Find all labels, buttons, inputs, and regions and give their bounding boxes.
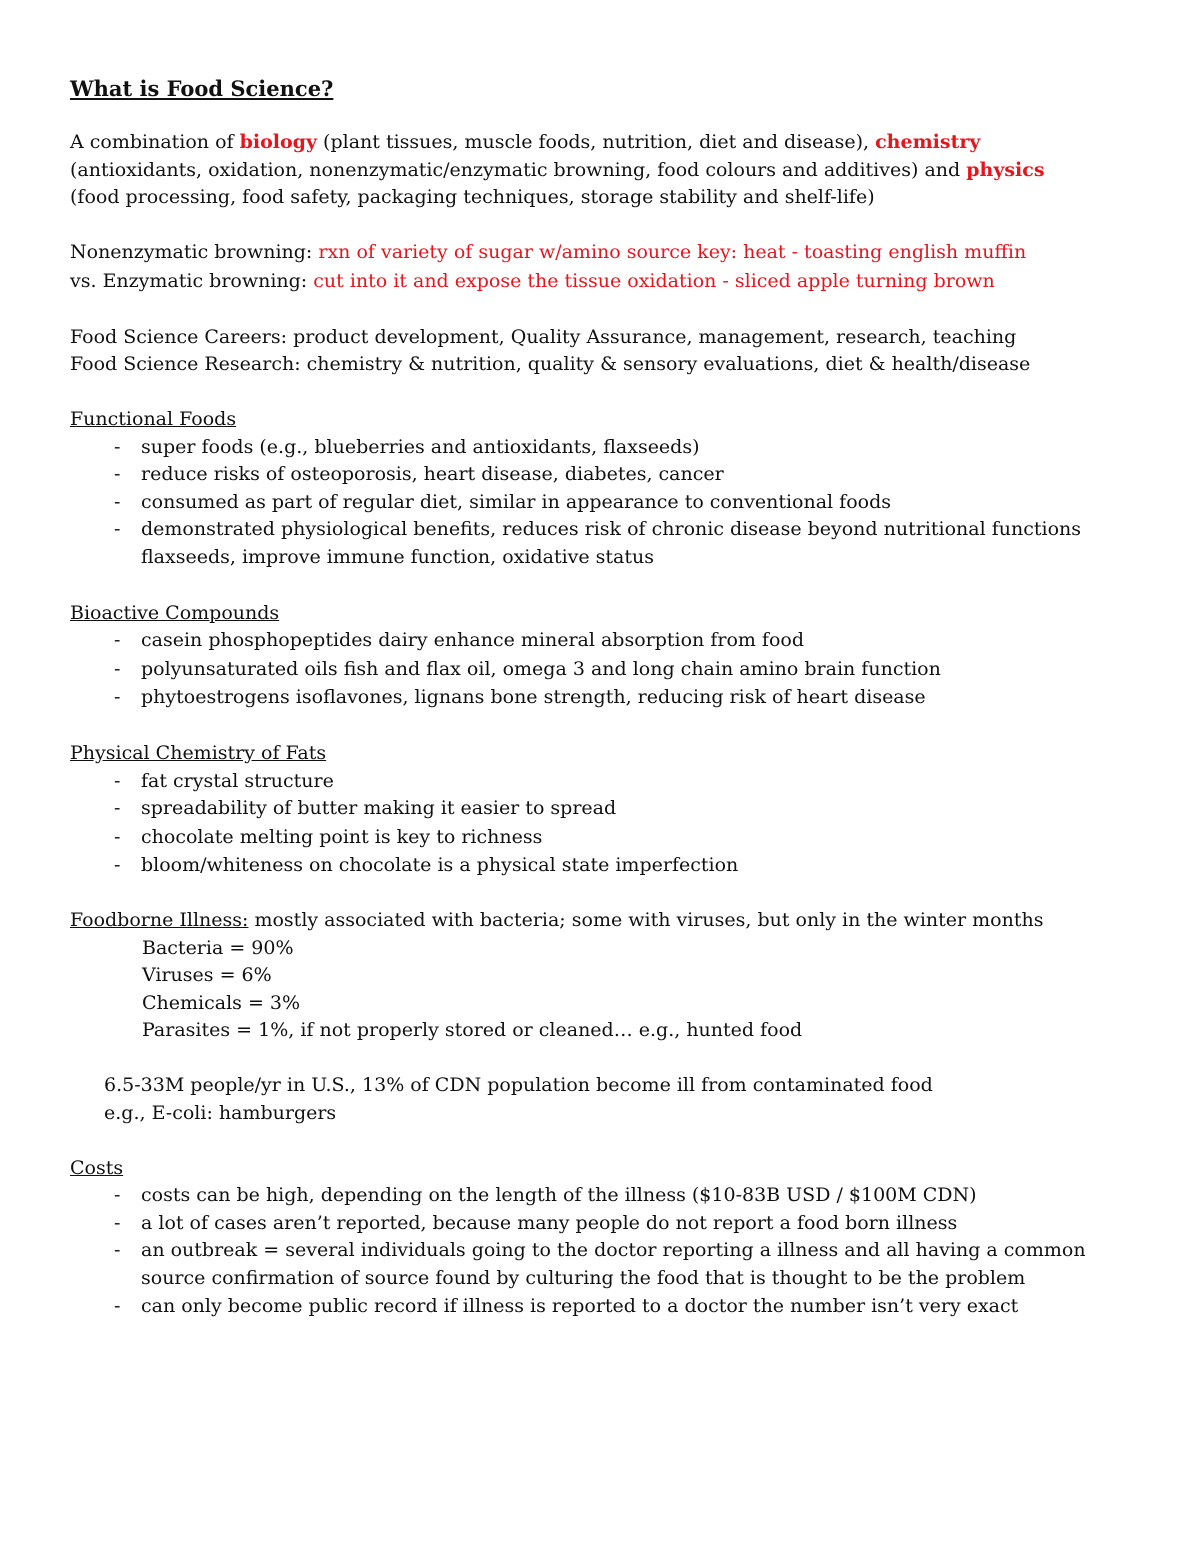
bioactive-compounds-heading: Bioactive Compounds (70, 601, 280, 624)
list-item (114, 516, 1140, 572)
nonenzymatic-browning (70, 239, 1140, 268)
functional-foods-heading: Functional Foods (70, 408, 237, 430)
stat-line: Chemicals = 3% (142, 991, 301, 1014)
browning-label: Nonenzymatic browning: (70, 241, 319, 263)
list-item: - polyunsaturated oils fish and flax oil, omega 3 and long chain amino brain function (114, 656, 1140, 685)
foodborne-text: mostly associated with bacteria; some with viruses, but only in the winter months (248, 909, 1044, 931)
stat-line: Viruses = 6% (142, 964, 272, 986)
list-item: - costs can be high, depending on the length of the illness ($10-83B USD / $100M CDN) (114, 1182, 1140, 1210)
list-item: - fat crystal structure (114, 768, 1140, 796)
intro-line-2 (70, 157, 1140, 185)
stat-line: Bacteria = 90% (142, 936, 294, 959)
costs-list (70, 1182, 1140, 1322)
physics-term: physics (966, 158, 1045, 181)
chemistry-term: chemistry (875, 131, 981, 153)
example-line: e.g., E-coli: hamburgers (104, 1101, 337, 1124)
careers-line: Food Science Careers: product development, Quality Assurance, management, research, teaching (70, 325, 1017, 348)
browning-text: oxidation - sliced apple turning brown (621, 269, 995, 292)
bioactive-compounds-list (70, 627, 1140, 713)
list-item-text: demonstrated physiological benefits, reduces risk of chronic disease beyond nutritional functions (141, 518, 1082, 540)
enzymatic-browning (70, 268, 1140, 297)
intro-text: A combination of (70, 131, 240, 153)
browning-text: key: heat - toasting english muffin (691, 241, 1027, 263)
foodborne-illness-line (70, 907, 1140, 935)
functional-foods-list (70, 434, 1140, 573)
research-line: Food Science Research: chemistry & nutrition, quality & sensory evaluations, diet & health/disease (70, 353, 1031, 375)
list-item: - an outbreak = several individuals going to the doctor reporting a illness and all having a common source confirmation of source found by culturing the food that is thought to be the problem (114, 1237, 1140, 1293)
costs-heading: Costs (70, 1156, 124, 1179)
biology-term: biology (239, 131, 318, 153)
list-item: - phytoestrogens isoflavones, lignans bone strength, reducing risk of heart disease (114, 684, 1140, 713)
list-item: - super foods (e.g., blueberries and antioxidants, flaxseeds) (114, 434, 1140, 462)
browning-text: rxn of variety of sugar w/amino source (318, 241, 692, 263)
list-item: - casein phosphopeptides dairy enhance mineral absorption from food (114, 627, 1140, 656)
list-item: - chocolate melting point is key to richness (114, 824, 1140, 853)
list-item-text: flaxseeds, improve immune function, oxidative status (141, 545, 655, 568)
stat-line: Parasites = 1%, if not properly stored or cleaned… e.g., hunted food (142, 1019, 803, 1041)
list-item: - spreadability of butter making it easier to spread (114, 795, 1140, 824)
list-item: - consumed as part of regular diet, similar in appearance to conventional foods (114, 489, 1140, 517)
fats-list (70, 768, 1140, 880)
incidence-line: 6.5-33M people/yr in U.S., 13% of CDN population become ill from contaminated food (104, 1074, 933, 1096)
physical-chemistry-heading: Physical Chemistry of Fats (70, 742, 327, 764)
page-title: What is Food Science? (70, 76, 334, 101)
intro-paragraph (70, 129, 1140, 157)
intro-text: (antioxidants, oxidation, nonenzymatic/enzymatic browning, food colours and additives) and (70, 158, 967, 181)
list-item: - reduce risks of osteoporosis, heart disease, diabetes, cancer (114, 461, 1140, 489)
intro-line-3: (food processing, food safety, packaging techniques, storage stability and shelf-life) (70, 186, 875, 208)
list-item: - can only become public record if illness is reported to a doctor the number isn’t very exact (114, 1293, 1140, 1322)
browning-label: vs. Enzymatic browning: (70, 269, 314, 292)
foodborne-illness-heading: Foodborne Illness: (70, 909, 249, 931)
browning-text: cut into it and expose the tissue (313, 269, 622, 292)
list-item: - bloom/whiteness on chocolate is a physical state imperfection (114, 852, 1140, 880)
intro-text: (plant tissues, muscle foods, nutrition, diet and disease), (317, 131, 876, 153)
list-item: - a lot of cases aren’t reported, because many people do not report a food born illness (114, 1210, 1140, 1238)
